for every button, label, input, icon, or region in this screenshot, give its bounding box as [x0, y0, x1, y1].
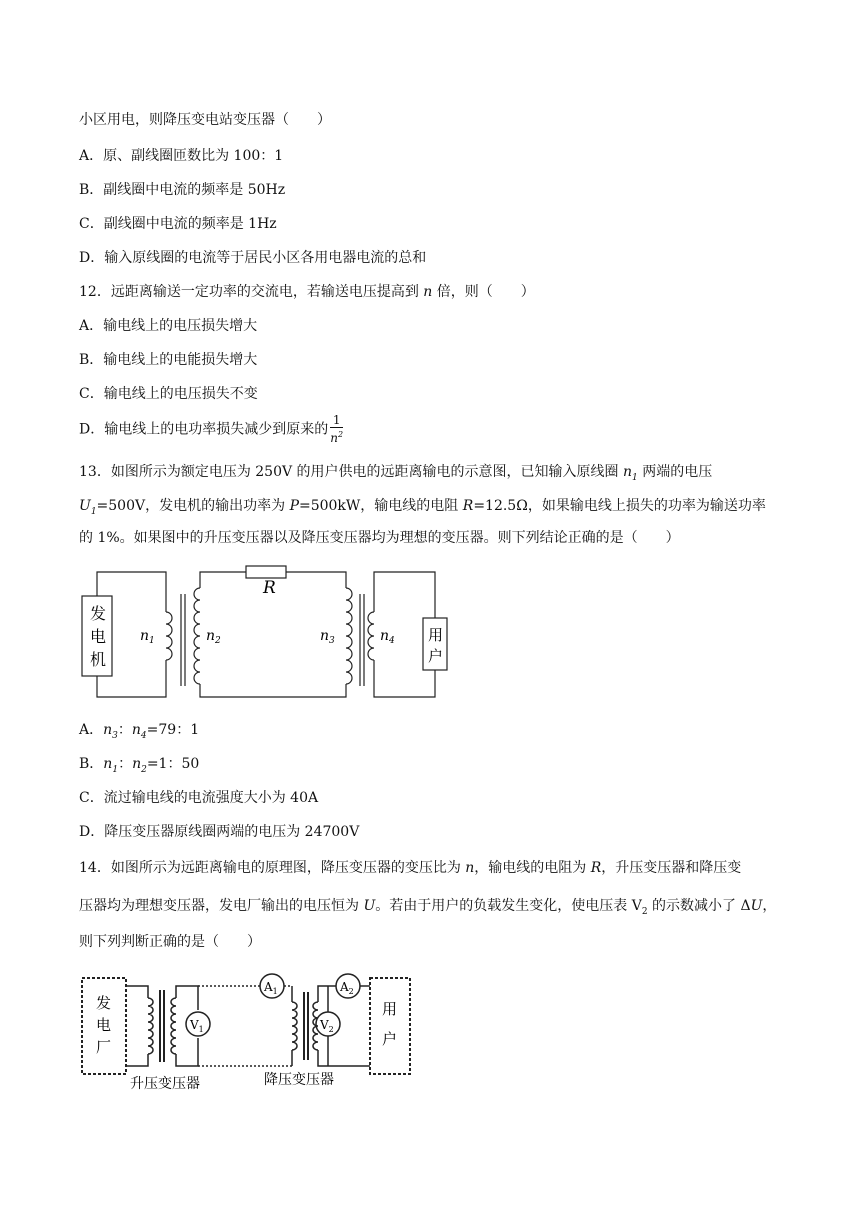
q11-option-c: C．副线圈中电流的频率是 1Hz: [79, 216, 277, 232]
q14-stem-line1: 14．如图所示为远距离输电的原理图，降压变压器的变压比为 n，输电线的电阻为 R，升压变压器和降压变: [79, 860, 742, 876]
label-user-2: 户: [428, 647, 444, 665]
label-R: R: [263, 578, 276, 598]
label-generator-2: 电: [90, 627, 107, 646]
step-up-primary-coil: [148, 998, 153, 1054]
q11-stem-tail: 小区用电，则降压变电站变压器（ ）: [79, 112, 331, 128]
q13-option-d: D．降压变压器原线圈两端的电压为 24700V: [79, 824, 360, 840]
label-n4: $n_4$: [380, 628, 395, 646]
q11-option-a: A．原、副线圈匝数比为 100：1: [79, 148, 284, 164]
label-plant-3: 厂: [96, 1038, 112, 1056]
coil-n2: [194, 588, 200, 684]
q12-stem: 12．远距离输送一定功率的交流电，若输送电压提高到 n 倍，则（ ）: [79, 284, 535, 300]
q12-option-c: C．输电线上的电压损失不变: [79, 386, 258, 402]
q11-option-b: B．副线圈中电流的频率是 50Hz: [79, 182, 286, 198]
q13-stem-line3: 的 1%。如果图中的升压变压器以及降压变压器均为理想的变压器。则下列结论正确的是（ ）: [79, 530, 680, 546]
label-plant-1: 发: [96, 994, 112, 1012]
q12-option-b: B．输电线上的电能损失增大: [79, 352, 258, 368]
label-A2: $A_2$: [340, 980, 354, 996]
label-A1: $A_1$: [264, 980, 278, 996]
q12-option-a: A．输电线上的电压损失增大: [79, 318, 258, 334]
step-up-secondary-coil: [171, 998, 176, 1054]
q13-option-a: A．$n_3$：$n_4=79$：1: [79, 722, 200, 741]
q13-option-c: C．流过输电线的电流强度大小为 40A: [79, 790, 319, 806]
q12-option-d: D．输电线上的电功率损失减少到原来的 $\frac{1}{n^2}$: [79, 413, 344, 445]
label-V1: $V_1$: [190, 1018, 204, 1034]
coil-n3: [346, 588, 352, 684]
coil-n4: [368, 612, 374, 660]
q14-stem-line2: 压器均为理想变压器，发电厂输出的电压恒为 U。若由于用户的负载发生变化，使电压表 $V_2$ 的示数减小了 ΔU，: [79, 898, 777, 917]
q13-stem-line1: 13．如图所示为额定电压为 250V 的用户供电的远距离输电的示意图，已知输入原线圈 $n_1$ 两端的电压: [79, 464, 713, 483]
resistor-R: [246, 566, 286, 578]
label-generator-3: 机: [90, 650, 107, 669]
label-user-1: 用: [382, 1000, 398, 1018]
label-n3: $n_3$: [320, 628, 335, 646]
label-plant-2: 电: [96, 1016, 112, 1034]
q14-transmission-principle-diagram: [78, 966, 418, 1091]
fraction-1-over-n2: $\frac{1}{n^2}$: [330, 413, 344, 445]
user-box: [370, 978, 410, 1074]
label-user-1: 用: [428, 626, 444, 644]
q13-option-b: B．$n_1$：$n_2=1$：50: [79, 756, 200, 775]
label-n2: $n_2$: [206, 628, 221, 646]
q11-option-d: D．输入原线圈的电流等于居民小区各用电器电流的总和: [79, 250, 427, 266]
label-step-up: 升压变压器: [130, 1076, 200, 1091]
q13-transmission-circuit-diagram: [78, 560, 448, 705]
coil-n1: [166, 612, 172, 660]
q13-stem-line2: $U_1=500V$，发电机的输出功率为 P=500kW，输电线的电阻 R=12.5Ω，如果输电线上损失的功率为输送功率: [79, 498, 766, 517]
q14-stem-line3: 则下列判断正确的是（ ）: [79, 934, 261, 950]
label-V2: $V_2$: [320, 1018, 334, 1034]
label-user-2: 户: [382, 1030, 398, 1048]
label-generator-1: 发: [90, 604, 107, 623]
step-down-primary-coil: [292, 1002, 297, 1050]
label-n1: $n_1$: [140, 628, 155, 646]
label-step-down: 降压变压器: [264, 1072, 334, 1088]
